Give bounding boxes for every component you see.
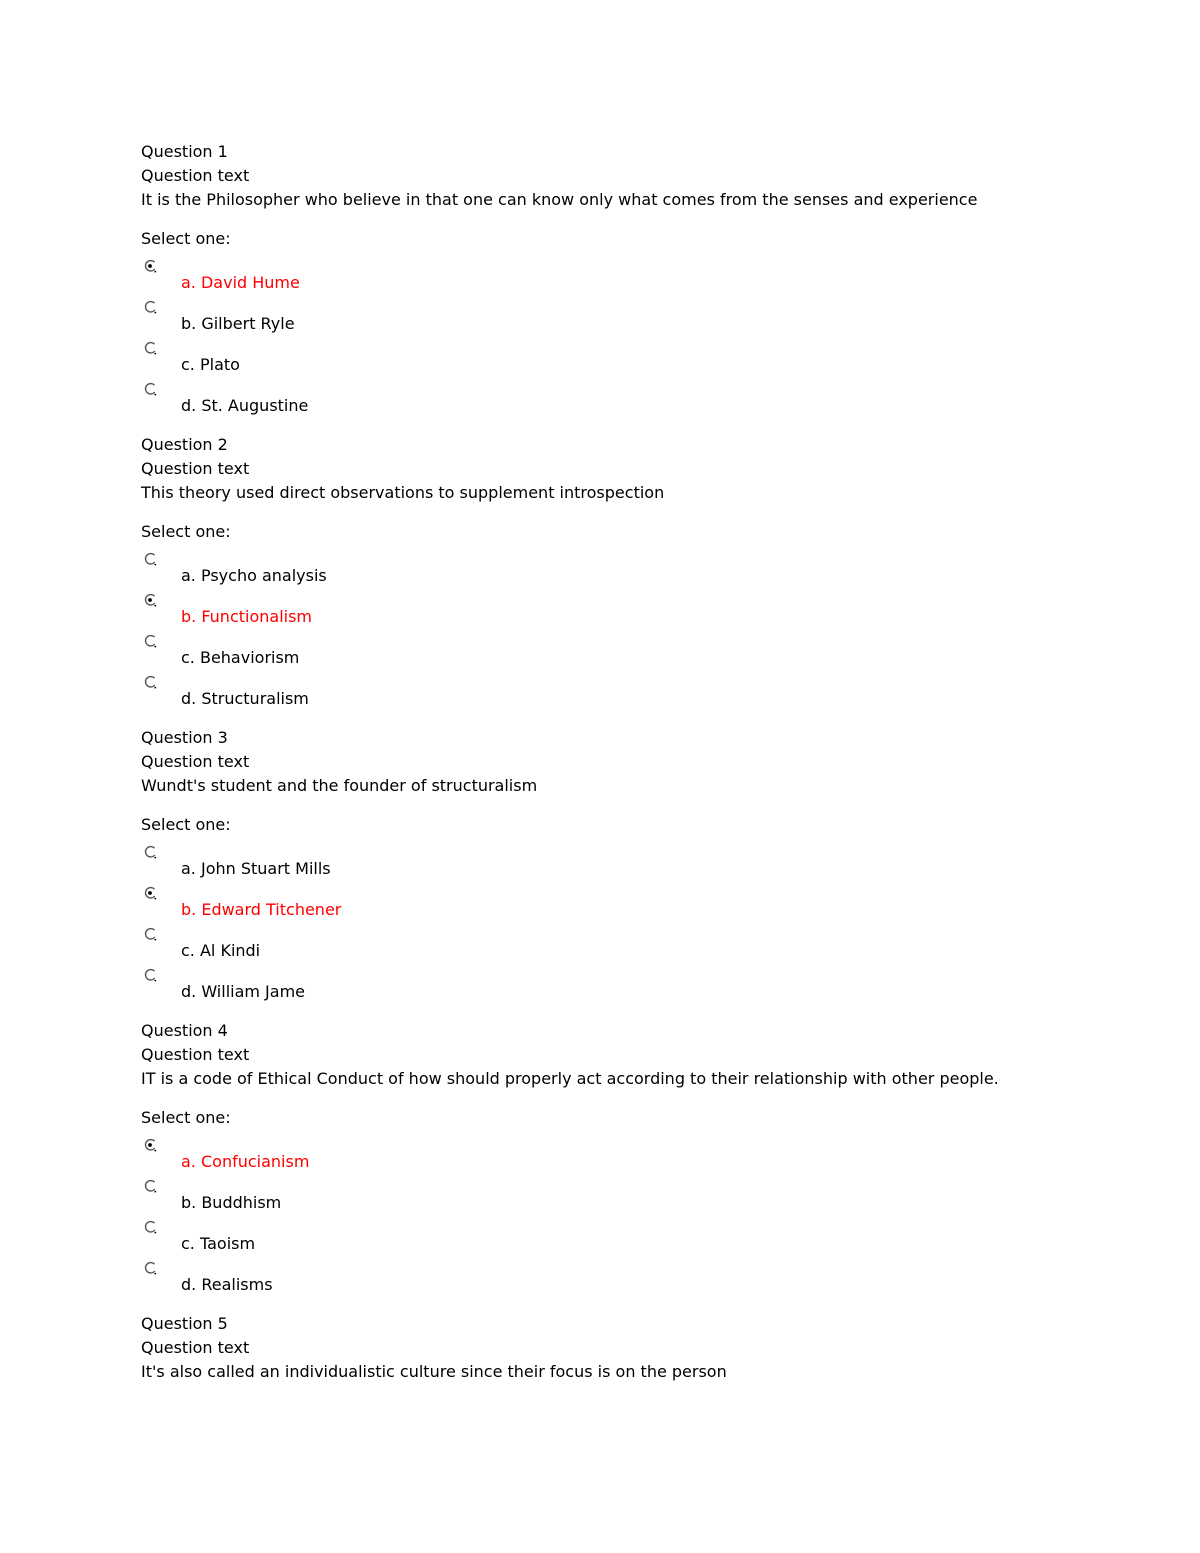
option-item[interactable] xyxy=(141,1173,1141,1214)
option-item[interactable] xyxy=(141,253,1141,294)
option-item[interactable] xyxy=(141,376,1141,417)
option-item[interactable] xyxy=(141,1255,1141,1296)
option-label: d. William Jame xyxy=(181,982,306,1001)
question-block xyxy=(141,1019,1141,1296)
question-text: This theory used direct observations to supplement introspection xyxy=(141,483,665,502)
radio-unchecked-icon[interactable] xyxy=(143,382,157,396)
option-label: c. Behaviorism xyxy=(181,648,300,667)
option-item[interactable] xyxy=(141,294,1141,335)
option-label-selected: b. Functionalism xyxy=(181,607,312,626)
radio-unchecked-icon[interactable] xyxy=(143,300,157,314)
question-number: Question 3 xyxy=(141,728,228,747)
question-block xyxy=(141,140,1141,417)
option-label: d. Structuralism xyxy=(181,689,309,708)
radio-unchecked-icon[interactable] xyxy=(143,845,157,859)
radio-checked-icon[interactable] xyxy=(143,259,157,273)
select-one-label: Select one: xyxy=(141,229,231,248)
option-item[interactable] xyxy=(141,669,1141,710)
options-list xyxy=(141,546,1141,710)
question-number: Question 4 xyxy=(141,1021,228,1040)
option-label: d. Realisms xyxy=(181,1275,273,1294)
radio-unchecked-icon[interactable] xyxy=(143,341,157,355)
option-label: a. John Stuart Mills xyxy=(181,859,331,878)
option-label-selected: b. Edward Titchener xyxy=(181,900,342,919)
option-item[interactable] xyxy=(141,921,1141,962)
radio-unchecked-icon[interactable] xyxy=(143,1179,157,1193)
option-item[interactable] xyxy=(141,962,1141,1003)
question-number: Question 5 xyxy=(141,1314,228,1333)
radio-unchecked-icon[interactable] xyxy=(143,968,157,982)
option-item[interactable] xyxy=(141,1214,1141,1255)
option-label-selected: a. David Hume xyxy=(181,273,300,292)
option-item[interactable] xyxy=(141,839,1141,880)
radio-unchecked-icon[interactable] xyxy=(143,675,157,689)
option-label: c. Al Kindi xyxy=(181,941,261,960)
radio-checked-icon[interactable] xyxy=(143,886,157,900)
option-item[interactable] xyxy=(141,546,1141,587)
question-subtitle: Question text xyxy=(141,166,250,185)
radio-unchecked-icon[interactable] xyxy=(143,1261,157,1275)
option-item[interactable] xyxy=(141,628,1141,669)
question-number: Question 1 xyxy=(141,142,228,161)
option-item[interactable] xyxy=(141,335,1141,376)
radio-unchecked-icon[interactable] xyxy=(143,927,157,941)
option-label: b. Gilbert Ryle xyxy=(181,314,295,333)
radio-unchecked-icon[interactable] xyxy=(143,1220,157,1234)
select-one-label: Select one: xyxy=(141,522,231,541)
options-list xyxy=(141,253,1141,417)
question-text: Wundt's student and the founder of structuralism xyxy=(141,776,538,795)
quiz-page xyxy=(141,140,1141,1400)
option-label: b. Buddhism xyxy=(181,1193,282,1212)
question-subtitle: Question text xyxy=(141,752,250,771)
option-label: a. Psycho analysis xyxy=(181,566,327,585)
option-label: c. Taoism xyxy=(181,1234,256,1253)
select-one-label: Select one: xyxy=(141,1108,231,1127)
question-text: IT is a code of Ethical Conduct of how should properly act according to their relationship with other people. xyxy=(141,1069,999,1088)
radio-unchecked-icon[interactable] xyxy=(143,634,157,648)
question-number: Question 2 xyxy=(141,435,228,454)
question-text: It's also called an individualistic culture since their focus is on the person xyxy=(141,1362,727,1381)
question-subtitle: Question text xyxy=(141,459,250,478)
option-label: c. Plato xyxy=(181,355,240,374)
radio-unchecked-icon[interactable] xyxy=(143,552,157,566)
option-label: d. St. Augustine xyxy=(181,396,309,415)
select-one-label: Select one: xyxy=(141,815,231,834)
radio-checked-icon[interactable] xyxy=(143,593,157,607)
question-subtitle: Question text xyxy=(141,1338,250,1357)
options-list xyxy=(141,1132,1141,1296)
question-subtitle: Question text xyxy=(141,1045,250,1064)
question-block xyxy=(141,1312,1141,1384)
question-text: It is the Philosopher who believe in that one can know only what comes from the senses and experience xyxy=(141,190,978,209)
question-block xyxy=(141,726,1141,1003)
option-item[interactable] xyxy=(141,1132,1141,1173)
option-item[interactable] xyxy=(141,880,1141,921)
option-label-selected: a. Confucianism xyxy=(181,1152,310,1171)
question-block xyxy=(141,433,1141,710)
option-item[interactable] xyxy=(141,587,1141,628)
options-list xyxy=(141,839,1141,1003)
radio-checked-icon[interactable] xyxy=(143,1138,157,1152)
